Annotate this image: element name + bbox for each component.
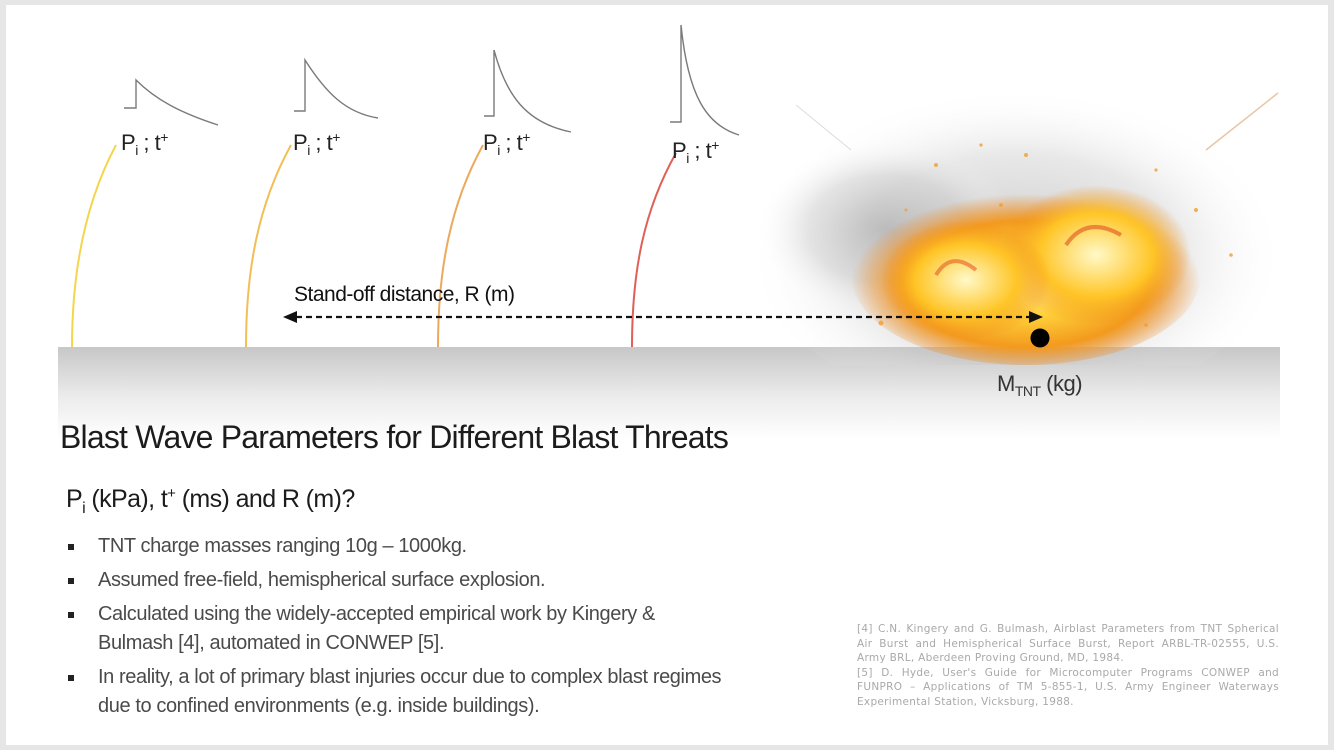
pressure-duration-label-2: $P_i$ ; t+	[293, 129, 340, 158]
slide-title: Blast Wave Parameters for Different Blast Threats	[60, 419, 729, 455]
bullet-item	[68, 566, 728, 595]
bullet-square-icon	[68, 675, 74, 681]
bullet-text: In reality, a lot of primary blast injuries occur due to complex blast regimes due to confined environments (e.g. inside buildings).	[98, 666, 722, 717]
explosion-graphic	[746, 70, 1286, 365]
bullet-text: TNT charge masses ranging 10g – 1000kg.	[98, 535, 467, 557]
pressure-duration-label-3: $P_i$ ; t+	[483, 129, 530, 158]
bullet-item	[68, 663, 728, 721]
arrow-head-left	[283, 311, 297, 323]
bullet-square-icon	[68, 578, 74, 584]
bullet-item	[68, 532, 728, 561]
question-heading: $P_i$ (kPa), t+ (ms) and R (m)?	[66, 485, 355, 517]
bullet-square-icon	[68, 612, 74, 618]
bullet-square-icon	[68, 544, 74, 550]
reference-4: [4] C.N. Kingery and G. Bulmash, Airblast Parameters from TNT Spherical Air Burst and Hemispherical Surface Burst, Report ARBL-TR-02555, U.S. Army BRL, Aberdeen Proving Ground, MD, 1984.	[857, 623, 1279, 664]
bullet-item	[68, 600, 728, 658]
charge-point	[1031, 329, 1050, 348]
pressure-duration-label-1: $P_i$ ; t+	[121, 129, 168, 158]
bullet-list	[68, 532, 728, 726]
pressure-duration-label-4: $P_i$ ; t+	[672, 137, 719, 166]
blast-wave-1	[72, 145, 116, 347]
blast-diagram	[6, 5, 1328, 365]
reference-5: [5] D. Hyde, User's Guide for Microcomputer Programs CONWEP and FUNPRO – Applications of TM 5-855-1, U.S. Army Engineer Waterways Experimental Station, Vicksburg, 1988.	[857, 666, 1279, 708]
pressure-time-curve-4	[670, 25, 739, 135]
references	[857, 622, 1279, 709]
slide	[6, 5, 1328, 745]
pressure-time-curve-2	[294, 60, 378, 118]
standoff-distance-label: Stand-off distance, R (m)	[294, 283, 515, 306]
tnt-mass-label: $M_{TNT}$ (kg)	[997, 371, 1083, 399]
bullet-text: Assumed free-field, hemispherical surface explosion.	[98, 569, 546, 591]
bullet-text: Calculated using the widely-accepted empirical work by Kingery & Bulmash [4], automated in CONWEP [5].	[98, 603, 655, 654]
pressure-time-curve-3	[484, 50, 571, 132]
pressure-time-curve-1	[124, 80, 218, 125]
